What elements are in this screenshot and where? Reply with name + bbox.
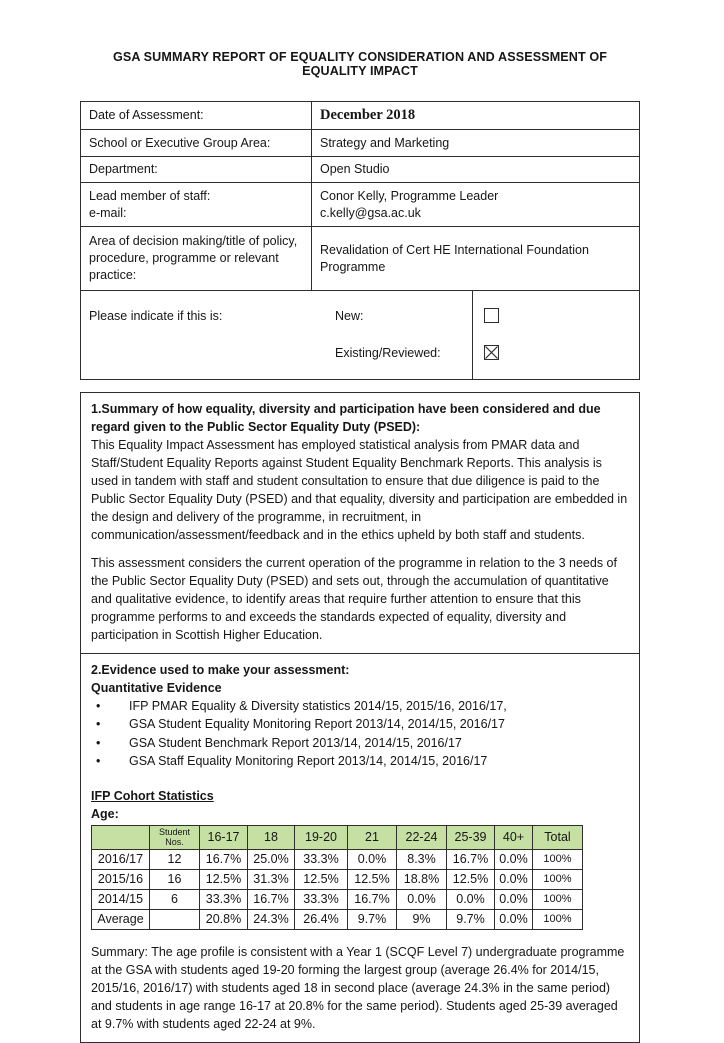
age-statistics-table [91,825,583,930]
lead-staff-label-line1: Lead member of staff: [89,188,211,203]
table-header-row [92,826,583,850]
cell: 31.3% [248,870,295,890]
cell: 12.5% [348,870,397,890]
bullet-icon: • [96,717,101,732]
indicate-cell [81,291,473,380]
document-page [80,50,640,1043]
cell: 0.0% [495,850,533,870]
header-cell-21: 21 [348,826,397,850]
table-row [81,102,640,130]
cell: 16.7% [447,850,495,870]
cell: 0.0% [348,850,397,870]
lead-staff-name: Conor Kelly, Programme Leader [320,188,499,203]
section-1-heading: 1.Summary of how equality, diversity and participation have been considered and due regard given to the Public Sector Equality Duty (PSED): [91,402,601,434]
list-item [91,715,629,733]
quantitative-evidence-label: Quantitative Evidence [91,681,222,695]
header-cell-total: Total [533,826,583,850]
header-cell-16-17: 16-17 [200,826,248,850]
header-cell-25-39: 25-39 [447,826,495,850]
evidence-bullet-list [91,697,629,770]
lead-staff-email: c.kelly@gsa.ac.uk [320,205,421,220]
average-cell: Average [92,910,150,930]
table-row [81,183,640,227]
bullet-text: IFP PMAR Equality & Diversity statistics 2014/15, 2015/16, 2016/17, [129,699,507,713]
report-sections [80,392,640,1043]
table-row [81,130,640,157]
header-cell-22-24: 22-24 [397,826,447,850]
indicate-table [80,290,640,380]
age-summary-paragraph: Summary: The age profile is consistent with a Year 1 (SCQF Level 7) undergraduate programme at the GSA with students aged 19-20 forming the largest group (average 26.4% for 2014/15, 2015/16, 2016/17) with students aged 18 in second place (average 24.3% in the same period) and students in age range 16-17 at 20.8% for the same period). Students aged 25-39 averaged at 9.7% with students aged 22-24 at 9%. [91,945,625,1032]
lead-staff-label [81,183,312,227]
email-label: e-mail: [89,205,127,220]
bullet-icon: • [96,735,101,750]
cell: 0.0% [495,870,533,890]
section-2-evidence [81,654,639,1042]
checkbox-cell [473,291,640,380]
bullet-text: GSA Student Benchmark Report 2013/14, 2014/15, 2016/17 [129,735,462,750]
cell: 16.7% [248,890,295,910]
checkbox-x-mark-icon [485,346,498,359]
page-title: GSA SUMMARY REPORT OF EQUALITY CONSIDERATION AND ASSESSMENT OF EQUALITY IMPACT [112,50,608,78]
table-row [81,291,640,380]
cell: 26.4% [295,910,348,930]
cell: 25.0% [248,850,295,870]
decision-area-value: Revalidation of Cert HE International Foundation Programme [312,227,640,291]
year-cell: 2015/16 [92,870,150,890]
section-1-paragraph-2: This assessment considers the current operation of the programme in relation to the 3 needs of the Public Sector Equality Duty (PSED) and sets out, through the accumulation of quantitative and qualitative evidence, to identify areas that require further attention to ensure that this programme performs to and exceeds the standards expected of equality, diversity and participation in Scottish Higher Education. [91,556,617,642]
list-item [91,697,629,715]
list-item [91,734,629,752]
table-row [92,890,583,910]
checkbox-new[interactable] [484,308,499,323]
bullet-icon: • [96,753,101,768]
cell: 6 [150,890,200,910]
checkbox-existing[interactable] [484,345,499,360]
year-cell: 2016/17 [92,850,150,870]
cell [150,910,200,930]
bullet-text: GSA Staff Equality Monitoring Report 2013/14, 2014/15, 2016/17 [129,753,488,768]
decision-area-label: Area of decision making/title of policy, procedure, programme or relevant practice: [81,227,312,291]
cell: 9.7% [348,910,397,930]
cell: 16.7% [348,890,397,910]
department-label: Department: [81,157,312,183]
date-of-assessment-label: Date of Assessment: [81,102,312,130]
cell: 8.3% [397,850,447,870]
header-cell-40plus: 40+ [495,826,533,850]
ifp-cohort-statistics-heading: IFP Cohort Statistics [91,789,214,804]
cell-total: 100% [533,890,583,910]
cell: 12.5% [447,870,495,890]
cell: 12.5% [295,870,348,890]
header-cell-student-nos: Student Nos. [150,826,200,850]
department-value: Open Studio [312,157,640,183]
indicate-label: Please indicate if this is: [89,308,223,323]
cell: 0.0% [495,890,533,910]
header-cell-blank [92,826,150,850]
cell-total: 100% [533,870,583,890]
cell: 33.3% [295,850,348,870]
age-label: Age: [91,807,119,822]
cell: 24.3% [248,910,295,930]
cell: 20.8% [200,910,248,930]
cell: 33.3% [295,890,348,910]
cell: 12.5% [200,870,248,890]
table-row [81,227,640,291]
header-cell-19-20: 19-20 [295,826,348,850]
cell-total: 100% [533,910,583,930]
table-row [81,157,640,183]
school-area-value: Strategy and Marketing [312,130,640,157]
cell: 9% [397,910,447,930]
details-table [80,101,640,291]
list-item [91,752,629,770]
option-label-new: New: [335,308,364,323]
school-area-label: School or Executive Group Area: [81,130,312,157]
table-row [92,910,583,930]
year-cell: 2014/15 [92,890,150,910]
bullet-icon: • [96,699,101,713]
lead-staff-value [312,183,640,227]
cell-total: 100% [533,850,583,870]
cell: 0.0% [495,910,533,930]
section-1-paragraph-1: This Equality Impact Assessment has employed statistical analysis from PMAR data and Staff/Student Equality Reports against Student Equality Benchmark Reports. This analysis is used in tandem with staff and student consultation to ensure that due diligence is paid to the Public Sector Equality Duty (PSED) and that equality, diversity and participation are embedded in the design and delivery of the programme, in recruitment, in communication/assessment/feedback and in the ethics upheld by both staff and students. [91,438,628,542]
cell: 0.0% [447,890,495,910]
option-label-existing: Existing/Reviewed: [335,345,441,360]
bullet-text: GSA Student Equality Monitoring Report 2013/14, 2014/15, 2016/17 [129,717,505,732]
cell: 33.3% [200,890,248,910]
cell: 16 [150,870,200,890]
header-cell-18: 18 [248,826,295,850]
cell: 9.7% [447,910,495,930]
cell: 0.0% [397,890,447,910]
section-2-heading: 2.Evidence used to make your assessment: [91,663,350,677]
cell: 18.8% [397,870,447,890]
table-row [92,870,583,890]
cell: 12 [150,850,200,870]
table-row [92,850,583,870]
section-1-summary [81,393,639,654]
date-of-assessment-value: December 2018 [312,102,640,130]
cell: 16.7% [200,850,248,870]
